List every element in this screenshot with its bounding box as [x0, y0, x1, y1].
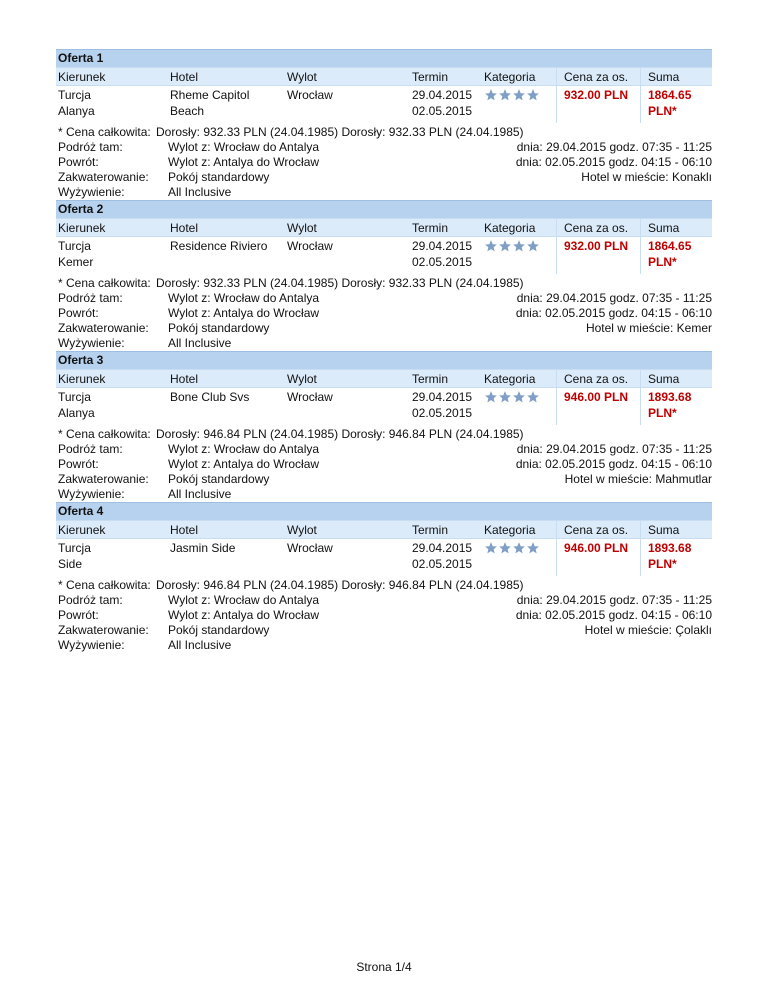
star-icon — [512, 541, 526, 558]
board: All Inclusive — [168, 487, 232, 501]
star-icon — [498, 239, 512, 256]
offer-block — [56, 200, 712, 351]
board-label: Wyżywienie: — [58, 638, 125, 652]
col-hotel: Hotel — [170, 523, 199, 537]
country: Turcja — [58, 390, 91, 404]
outbound-flight: Wylot z: Wrocław do Antalya — [168, 291, 320, 305]
hotel-name: Residence Riviero — [170, 239, 268, 253]
col-hotel: Hotel — [170, 372, 199, 386]
star-icon — [498, 541, 512, 558]
return-time: dnia: 02.05.2015 godz. 04:15 - 06:10 — [515, 608, 712, 622]
total-price: 1893.68 — [648, 541, 692, 555]
offer-values-row — [56, 237, 712, 274]
column-header-row — [56, 218, 712, 237]
offer-block — [56, 502, 712, 653]
board: All Inclusive — [168, 185, 232, 199]
return-label: Powrót: — [58, 306, 99, 320]
return-time: dnia: 02.05.2015 godz. 04:15 - 06:10 — [515, 457, 712, 471]
hotel-location: Hotel w mieście: Konaklı — [581, 170, 712, 184]
board-label: Wyżywienie: — [58, 487, 125, 501]
col-termin: Termin — [412, 523, 449, 537]
hotel-name-cont: Beach — [170, 104, 205, 118]
col-wylot: Wylot — [287, 523, 317, 537]
col-cena: Cena za os. — [564, 70, 629, 84]
total-price-currency: PLN* — [648, 104, 677, 118]
col-kategoria: Kategoria — [484, 523, 536, 537]
region: Kemer — [58, 255, 94, 269]
total-price-currency: PLN* — [648, 406, 677, 420]
hotel-name: Bone Club Svs — [170, 390, 250, 404]
total-breakdown: Dorosły: 946.84 PLN (24.04.1985) Dorosły: 946.84 PLN (24.04.1985) — [156, 427, 524, 441]
board-label: Wyżywienie: — [58, 336, 125, 350]
outbound-label: Podróż tam: — [58, 291, 123, 305]
col-kierunek: Kierunek — [58, 372, 106, 386]
board: All Inclusive — [168, 336, 232, 350]
outbound-label: Podróż tam: — [58, 442, 123, 456]
total-price-currency: PLN* — [648, 255, 677, 269]
col-kategoria: Kategoria — [484, 372, 536, 386]
hotel-location: Hotel w mieście: Kemer — [585, 321, 712, 335]
page-number: Strona 1/4 — [356, 960, 412, 974]
star-icon — [484, 541, 498, 558]
accommodation: Pokój standardowy — [168, 321, 270, 335]
col-wylot: Wylot — [287, 70, 317, 84]
date-to: 02.05.2015 — [412, 255, 473, 269]
departure-city: Wrocław — [287, 541, 333, 555]
return-time: dnia: 02.05.2015 godz. 04:15 - 06:10 — [515, 306, 712, 320]
price-per-person: 932.00 PLN — [564, 239, 629, 253]
star-icon — [498, 88, 512, 105]
price-per-person: 946.00 PLN — [564, 541, 629, 555]
date-from: 29.04.2015 — [412, 239, 473, 253]
col-cena: Cena za os. — [564, 221, 629, 235]
offer-title: Oferta 1 — [56, 49, 712, 67]
outbound-flight: Wylot z: Wrocław do Antalya — [168, 593, 320, 607]
col-termin: Termin — [412, 70, 449, 84]
offer-title: Oferta 4 — [56, 502, 712, 520]
return-time: dnia: 02.05.2015 godz. 04:15 - 06:10 — [515, 155, 712, 169]
star-icon — [484, 88, 498, 105]
date-from: 29.04.2015 — [412, 541, 473, 555]
star-icon — [498, 390, 512, 407]
offer-details — [56, 427, 712, 502]
category-stars — [484, 239, 540, 256]
date-to: 02.05.2015 — [412, 557, 473, 571]
star-icon — [484, 390, 498, 407]
price-per-person: 946.00 PLN — [564, 390, 629, 404]
hotel-name: Rheme Capitol — [170, 88, 250, 102]
accommodation-label: Zakwaterowanie: — [58, 321, 149, 335]
offer-block — [56, 49, 712, 200]
total-price-currency: PLN* — [648, 557, 677, 571]
outbound-time: dnia: 29.04.2015 godz. 07:35 - 11:25 — [516, 140, 712, 154]
offer-values-row — [56, 539, 712, 576]
accommodation-label: Zakwaterowanie: — [58, 623, 149, 637]
col-kategoria: Kategoria — [484, 221, 536, 235]
return-flight: Wylot z: Antalya do Wrocław — [168, 608, 320, 622]
outbound-flight: Wylot z: Wrocław do Antalya — [168, 442, 320, 456]
offer-details — [56, 578, 712, 653]
column-header-row — [56, 369, 712, 388]
accommodation: Pokój standardowy — [168, 170, 270, 184]
outbound-label: Podróż tam: — [58, 593, 123, 607]
offer-values-row — [56, 86, 712, 123]
return-label: Powrót: — [58, 608, 99, 622]
departure-city: Wrocław — [287, 390, 333, 404]
category-stars — [484, 390, 540, 407]
offer-title: Oferta 2 — [56, 200, 712, 218]
offer-details — [56, 125, 712, 200]
return-flight: Wylot z: Antalya do Wrocław — [168, 155, 320, 169]
col-cena: Cena za os. — [564, 372, 629, 386]
category-stars — [484, 88, 540, 105]
col-wylot: Wylot — [287, 372, 317, 386]
country: Turcja — [58, 239, 91, 253]
country: Turcja — [58, 88, 91, 102]
col-kategoria: Kategoria — [484, 70, 536, 84]
date-from: 29.04.2015 — [412, 390, 473, 404]
return-label: Powrót: — [58, 155, 99, 169]
col-suma: Suma — [648, 221, 680, 235]
star-icon — [512, 88, 526, 105]
total-breakdown: Dorosły: 932.33 PLN (24.04.1985) Dorosły: 932.33 PLN (24.04.1985) — [156, 125, 524, 139]
accommodation: Pokój standardowy — [168, 623, 270, 637]
total-price: 1864.65 — [648, 88, 692, 102]
offer-block — [56, 351, 712, 502]
departure-city: Wrocław — [287, 239, 333, 253]
return-flight: Wylot z: Antalya do Wrocław — [168, 306, 320, 320]
offer-title: Oferta 3 — [56, 351, 712, 369]
col-suma: Suma — [648, 70, 680, 84]
region: Side — [58, 557, 83, 571]
col-termin: Termin — [412, 221, 449, 235]
outbound-time: dnia: 29.04.2015 godz. 07:35 - 11:25 — [516, 291, 712, 305]
star-icon — [526, 88, 540, 105]
accommodation-label: Zakwaterowanie: — [58, 472, 149, 486]
star-icon — [526, 541, 540, 558]
outbound-flight: Wylot z: Wrocław do Antalya — [168, 140, 320, 154]
star-icon — [512, 390, 526, 407]
hotel-location: Hotel w mieście: Mahmutlar — [564, 472, 712, 486]
col-hotel: Hotel — [170, 221, 199, 235]
hotel-name: Jasmin Side — [170, 541, 236, 555]
return-flight: Wylot z: Antalya do Wrocław — [168, 457, 320, 471]
total-breakdown: Dorosły: 932.33 PLN (24.04.1985) Dorosły: 932.33 PLN (24.04.1985) — [156, 276, 524, 290]
total-label: * Cena całkowita: — [58, 125, 151, 139]
col-kierunek: Kierunek — [58, 70, 106, 84]
total-breakdown: Dorosły: 946.84 PLN (24.04.1985) Dorosły: 946.84 PLN (24.04.1985) — [156, 578, 524, 592]
total-label: * Cena całkowita: — [58, 578, 151, 592]
col-suma: Suma — [648, 372, 680, 386]
board-label: Wyżywienie: — [58, 185, 125, 199]
price-per-person: 932.00 PLN — [564, 88, 629, 102]
offer-details — [56, 276, 712, 351]
col-wylot: Wylot — [287, 221, 317, 235]
col-kierunek: Kierunek — [58, 221, 106, 235]
departure-city: Wrocław — [287, 88, 333, 102]
column-header-row — [56, 67, 712, 86]
outbound-time: dnia: 29.04.2015 godz. 07:35 - 11:25 — [516, 442, 712, 456]
date-to: 02.05.2015 — [412, 406, 473, 420]
return-label: Powrót: — [58, 457, 99, 471]
star-icon — [526, 390, 540, 407]
star-icon — [512, 239, 526, 256]
column-header-row — [56, 520, 712, 539]
col-cena: Cena za os. — [564, 523, 629, 537]
outbound-label: Podróż tam: — [58, 140, 123, 154]
accommodation-label: Zakwaterowanie: — [58, 170, 149, 184]
total-price: 1864.65 — [648, 239, 692, 253]
outbound-time: dnia: 29.04.2015 godz. 07:35 - 11:25 — [516, 593, 712, 607]
col-suma: Suma — [648, 523, 680, 537]
total-label: * Cena całkowita: — [58, 427, 151, 441]
total-price: 1893.68 — [648, 390, 692, 404]
accommodation: Pokój standardowy — [168, 472, 270, 486]
board: All Inclusive — [168, 638, 232, 652]
offer-values-row — [56, 388, 712, 425]
region: Alanya — [58, 104, 95, 118]
star-icon — [484, 239, 498, 256]
region: Alanya — [58, 406, 95, 420]
date-to: 02.05.2015 — [412, 104, 473, 118]
col-kierunek: Kierunek — [58, 523, 106, 537]
date-from: 29.04.2015 — [412, 88, 473, 102]
hotel-location: Hotel w mieście: Çolaklı — [584, 623, 712, 637]
category-stars — [484, 541, 540, 558]
total-label: * Cena całkowita: — [58, 276, 151, 290]
country: Turcja — [58, 541, 91, 555]
star-icon — [526, 239, 540, 256]
col-hotel: Hotel — [170, 70, 199, 84]
col-termin: Termin — [412, 372, 449, 386]
